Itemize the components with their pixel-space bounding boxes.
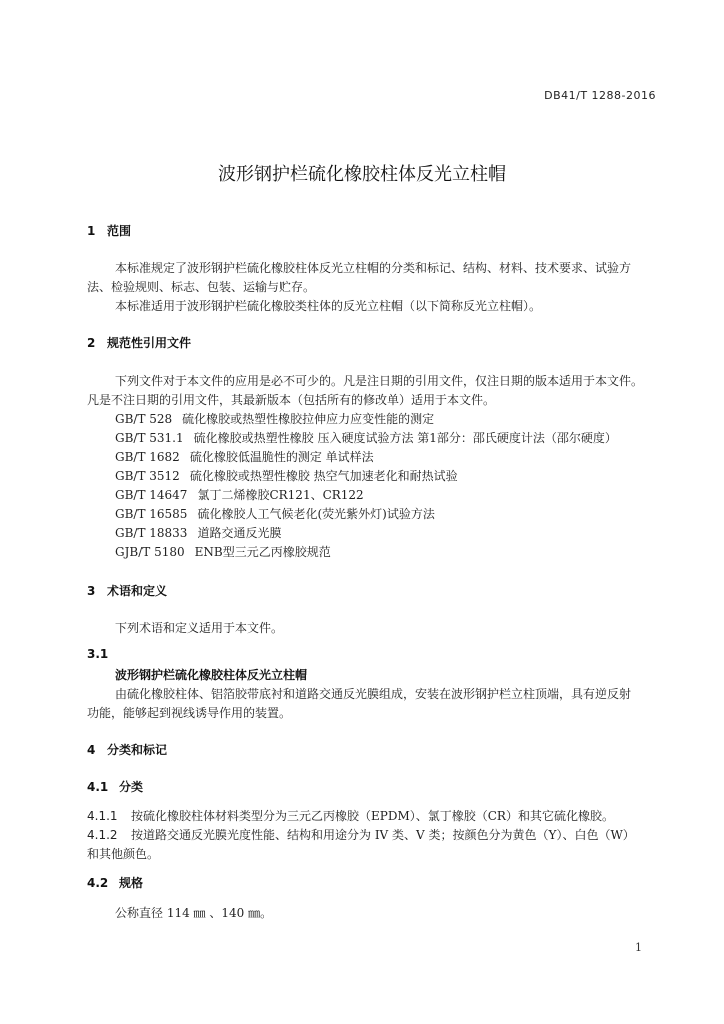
reference-name: 硫化橡胶或热塑性橡胶 压入硬度试验方法 第1部分：邵氏硬度计法（邵尔硬度） [193,431,617,445]
subsection-title: 规格 [119,876,144,890]
reference-item [115,429,617,446]
reference-item [115,505,435,522]
reference-name: 硫化橡胶或热塑性橡胶 热空气加速老化和耐热试验 [189,469,458,483]
reference-item [115,410,434,427]
standard-number: DB41/T 1288-2016 [544,89,656,102]
reference-code: GB/T 531.1 [115,431,184,445]
term-definition: 由硫化橡胶柱体、铝箔胶带底衬和道路交通反光膜组成，安装在波形钢护栏立柱顶端，具有逆反射 [115,687,632,701]
reference-item [115,543,331,560]
clause-text: 按硫化橡胶柱体材料类型分为三元乙丙橡胶（EPDM）、氯丁橡胶（CR）和其它硫化橡胶。 [131,809,614,823]
section-number: 1 [87,224,96,238]
subsection-4-2-heading [87,874,143,891]
paragraph: 下列术语和定义适用于本文件。 [115,621,284,635]
paragraph: 法、检验规则、标志、包装、运输与贮存。 [87,280,316,294]
section-2-heading [87,334,191,351]
reference-name: ENB型三元乙丙橡胶规范 [194,545,331,559]
reference-name: 硫化橡胶低温脆性的测定 单试样法 [189,450,374,464]
section-number: 4 [87,743,96,757]
subsection-4-1-heading [87,778,143,795]
paragraph: 凡是不注日期的引用文件，其最新版本（包括所有的修改单）适用于本文件。 [87,393,496,407]
clause-text: 按道路交通反光膜光度性能、结构和用途分为 IV 类、V 类；按颜色分为黄色（Y）、白色（W） [131,828,635,842]
section-number: 3 [87,584,96,598]
clause-number: 4.1.1 [87,809,118,823]
section-4-heading [87,741,167,758]
reference-code: GB/T 16585 [115,507,188,521]
clause-text-continued: 和其他颜色。 [87,847,160,861]
term-definition: 功能，能够起到视线诱导作用的装置。 [87,706,292,720]
term-number: 3.1 [87,647,109,661]
paragraph: 本标准适用于波形钢护栏硫化橡胶类柱体的反光立柱帽（以下简称反光立柱帽）。 [115,299,542,313]
section-title: 分类和标记 [107,743,168,757]
reference-name: 氯丁二烯橡胶CR121、CR122 [197,488,364,502]
section-1-heading [87,222,131,239]
subsection-title: 分类 [119,780,144,794]
subsection-number: 4.2 [87,876,109,890]
section-number: 2 [87,336,96,350]
reference-code: GB/T 528 [115,412,173,426]
paragraph: 下列文件对于本文件的应用是必不可少的。凡是注日期的引用文件，仅注日期的版本适用于本文件。 [115,374,644,388]
reference-code: GB/T 3512 [115,469,180,483]
page-number: 1 [635,941,642,954]
reference-name: 硫化橡胶人工气候老化(荧光紫外灯)试验方法 [197,507,435,521]
reference-name: 道路交通反光膜 [197,526,282,540]
subsection-number: 4.1 [87,780,109,794]
clause-4-1-2 [87,826,635,843]
section-title: 规范性引用文件 [107,336,192,350]
document-title: 波形钢护栏硫化橡胶柱体反光立柱帽 [218,164,506,185]
reference-code: GJB/T 5180 [115,545,185,559]
reference-code: GB/T 14647 [115,488,188,502]
reference-name: 硫化橡胶或热塑性橡胶拉伸应力应变性能的测定 [182,412,435,426]
paragraph: 公称直径 114 ㎜ 、140 ㎜。 [115,906,273,920]
clause-number: 4.1.2 [87,828,118,842]
reference-code: GB/T 1682 [115,450,180,464]
reference-item [115,486,364,503]
clause-4-1-1 [87,807,614,824]
section-title: 术语和定义 [107,584,168,598]
section-title: 范围 [107,224,132,238]
paragraph: 本标准规定了波形钢护栏硫化橡胶柱体反光立柱帽的分类和标记、结构、材料、技术要求、试验方 [115,261,632,275]
reference-item [115,448,374,465]
reference-item [115,524,281,541]
reference-code: GB/T 18833 [115,526,188,540]
reference-item [115,467,458,484]
term-name: 波形钢护栏硫化橡胶柱体反光立柱帽 [115,668,308,682]
section-3-heading [87,582,167,599]
